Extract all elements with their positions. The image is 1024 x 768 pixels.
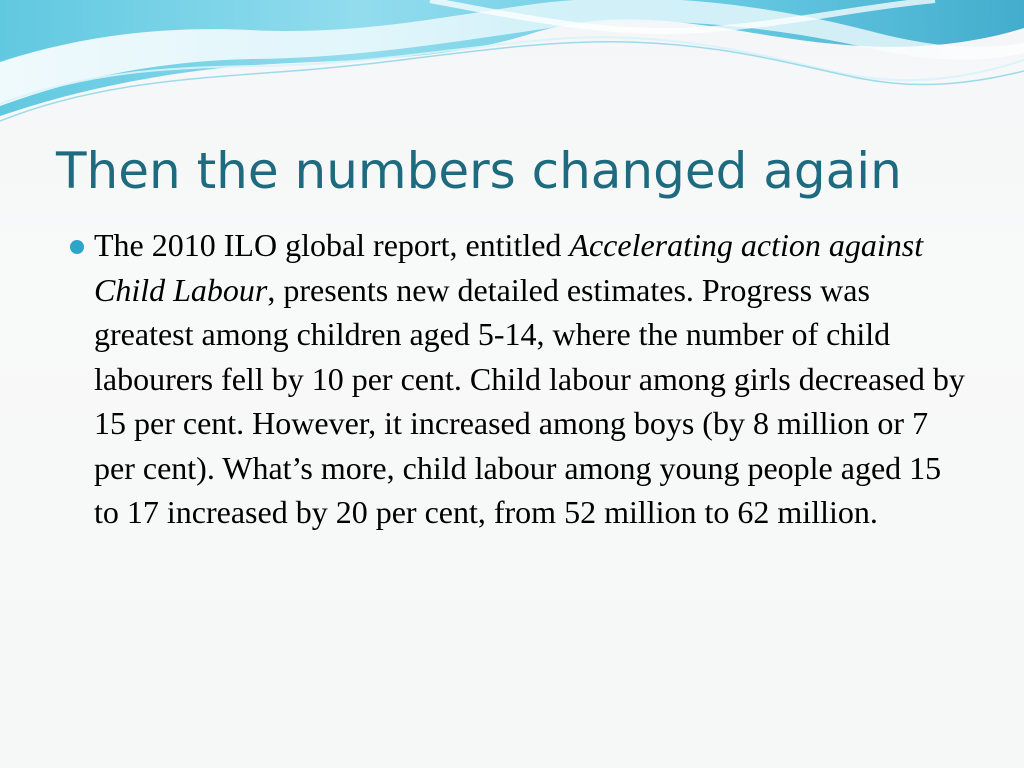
bullet-icon — [70, 240, 84, 254]
decorative-wave-header — [0, 0, 1024, 130]
report-title-text: Accelerating action against Child Labour — [94, 227, 924, 308]
slide-title: Then the numbers changed again — [56, 142, 902, 200]
paragraph-intro-text: The 2010 ILO global report, entitled — [94, 227, 570, 263]
report-estimates-bullet — [70, 223, 970, 535]
paragraph-details-text: , presents new detailed estimates. Progress was greatest among children aged 5-14, where the number of child labourers fell by 10 per cent. Child labour among girls decreased by 15 per cent. However, it increased among boys (by 8 million or 7 per cent). What’s more, child labour among young people aged 15 to 17 increased by 20 per cent, from 52 million to 62 million. — [94, 271, 965, 530]
slide-bullet-list — [70, 223, 970, 535]
